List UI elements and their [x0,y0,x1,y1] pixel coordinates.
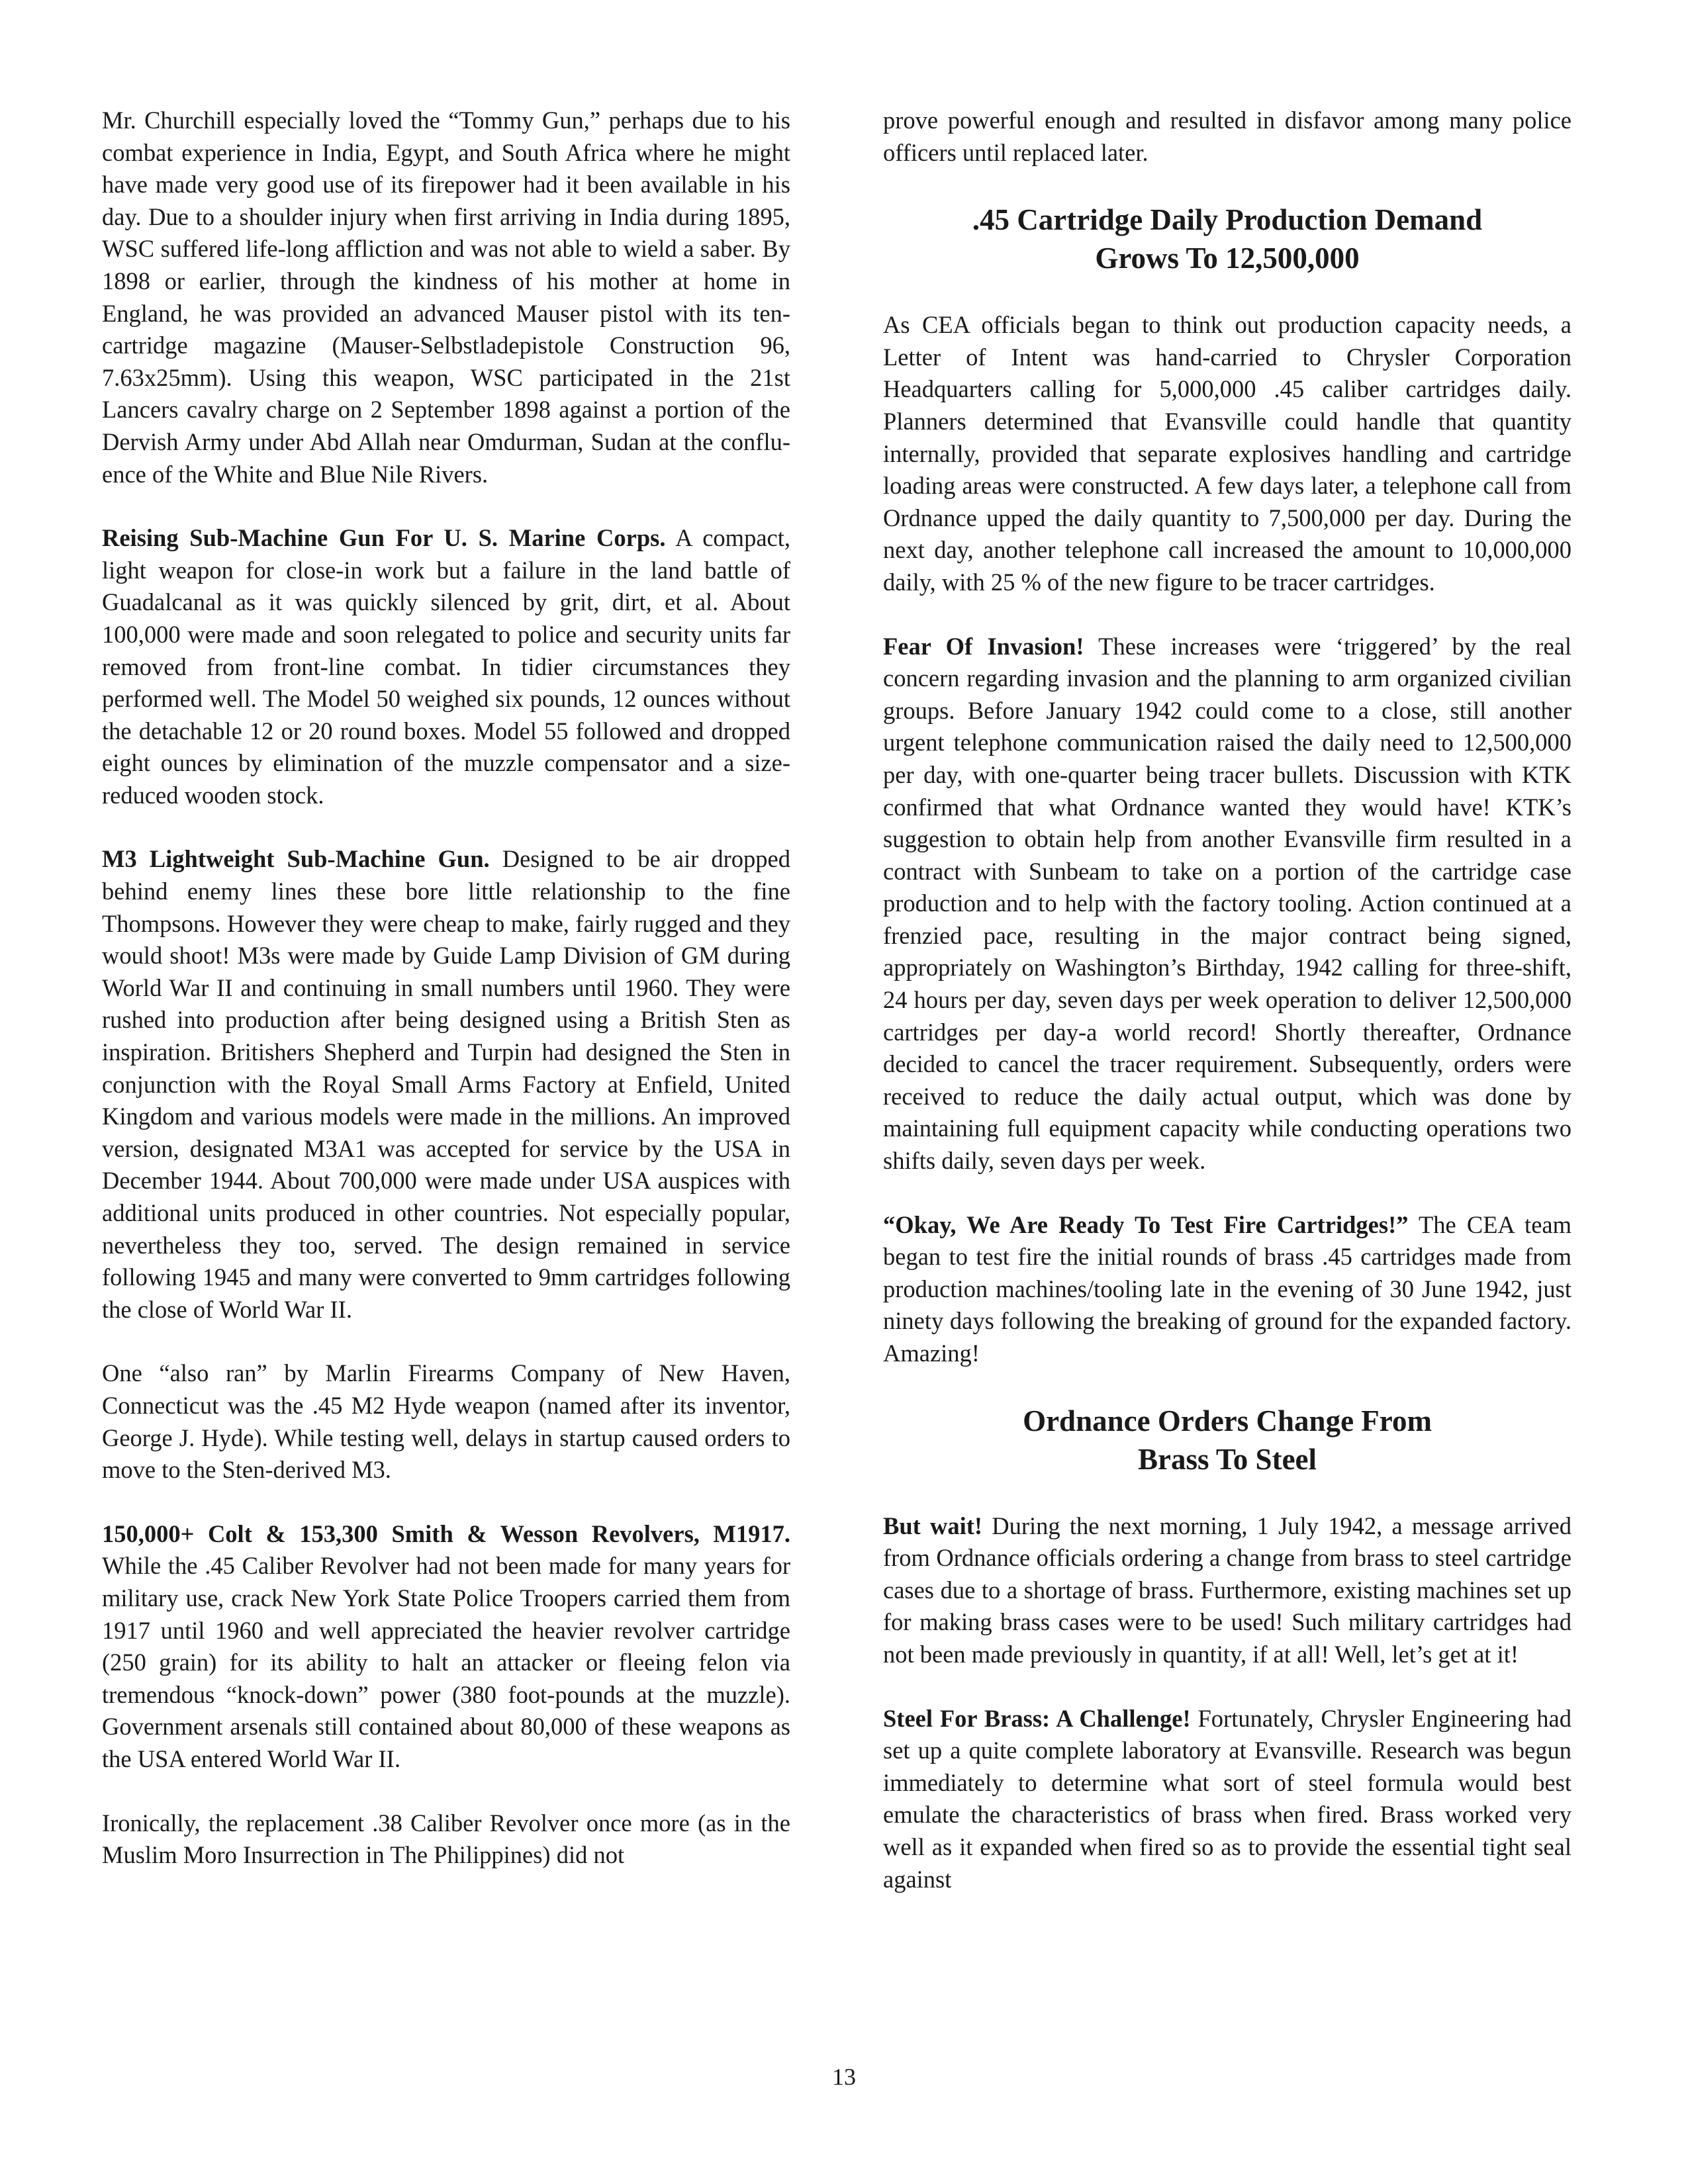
heading-line: Grows To 12,500,000 [1095,242,1360,275]
heading-line: Brass To Steel [1137,1442,1317,1476]
paragraph-text: Ironically, the replacement .38 Caliber Revolver once more (as in the Muslim Moro Insurrection in The Philippines) did not [102,1809,790,1869]
paragraph-text: prove powerful enough and resulted in disfavor among many police officers until replaced later. [883,107,1571,166]
left-column [102,105,790,1872]
paragraph-text: A compact, light weapon for close-in work but a failure in the land battle of Guadalcanal as it was quickly silenced by grit, dirt, et al. About 100,000 were made and soon relegated to police and security units far removed from front-line combat. In tidier circumstances they performed well. The Model 50 weighed six pounds, 12 ounces without the detachable 12 or 20 round boxes. Model 55 followed and dropped eight ounces by elimination of the muzzle compensator and a size-reduced wooden stock. [102,524,790,809]
paragraph-text: Mr. Churchill especially loved the “Tommy Gun,” perhaps due to his combat experience in India, Egypt, and South Africa where he might have made very good use of its firepower had it been available in his day. Due to a shoulder injury when first arriving in India during 1895, WSC suffered life-long affliction and was not able to wield a saber. By 1898 or earlier, through the kindness of his mother at home in England, he was provided an advanced Mauser pistol with its ten-cartridge magazine (Mauser-Selbstladepistole Construction 96, 7.63x25mm). Using this weapon, WSC participated in the 21st Lancers cavalry charge on 2 September 1898 against a portion of the Dervish Army under Abd Allah near Omdurman, Sudan at the confluence of the White and Blue Nile Rivers. [102,107,790,488]
paragraph-ironically [102,1807,790,1872]
paragraph-lead: But wait! [883,1512,983,1539]
right-column [883,105,1571,1895]
paragraph-lead: “Okay, We Are Ready To Test Fire Cartridges!” [883,1210,1409,1238]
paragraph-continuation [883,105,1571,169]
paragraph-text: During the next morning, 1 July 1942, a message arrived from Ordnance officials ordering a change from brass to steel cartridge cases due to a shortage of brass. Furthermore, existing machines set up for making brass cases were to be used! Such military cartridges had not been made previously in quantity, if at all! Well, let’s get at it! [883,1512,1571,1668]
paragraph-m3 [102,843,790,1326]
paragraph-but-wait [883,1510,1571,1671]
heading-line: .45 Cartridge Daily Production Demand [972,203,1483,237]
paragraph-text: These increases were ‘triggered’ by the real concern regarding invasion and the planning to arm organized civilian groups. Before January 1942 could come to a close, still another urgent telephone communication raised the daily need to 12,500,000 per day, with one-quarter being tracer bullets. Discussion with KTK confirmed that what Ordnance wanted they would have! KTK’s suggestion to obtain help from another Evansville firm resulted in a contract with Sunbeam to take on a portion of the cartridge case production and to help with the factory tooling. Action continued at a frenzied pace, resulting in the major contract being signed, appropriately on Washington’s Birthday, 1942 calling for three-shift, 24 hours per day, seven days per week operation to deliver 12,500,000 cartridges per day-a world record! Shortly thereafter, Ordnance decided to cancel the tracer requirement. Subsequently, orders were received to reduce the daily actual output, which was done by maintaining full equipment capacity while conducting operations two shifts daily, seven days per week. [883,632,1571,1175]
paragraph-lead: Fear Of Invasion! [883,632,1084,660]
section-heading-production [883,201,1571,277]
paragraph-lead: 150,000+ Colt & 153,300 Smith & Wesson Revolvers, M1917. [102,1520,790,1547]
paragraph-lead: Steel For Brass: A Challenge! [883,1704,1191,1732]
paragraph-churchill [102,105,790,490]
paragraph-cea-officials [883,309,1571,598]
paragraph-test-fire [883,1209,1571,1370]
section-heading-brass-to-steel [883,1402,1571,1479]
paragraph-steel-for-brass [883,1703,1571,1896]
heading-line: Ordnance Orders Change From [1023,1404,1432,1437]
paragraph-text: The CEA team began to test fire the initial rounds of brass .45 cartridges made from production machines/tooling late in the evening of 30 June 1942, just ninety days following the breaking of ground for the expanded factory. Amazing! [883,1210,1571,1367]
paragraph-text: As CEA officials began to think out production capacity needs, a Letter of Intent was hand-carried to Chrysler Corporation Headquarters calling for 5,000,000 .45 caliber cartridges daily. Planners determined that Evansville could handle that quantity internally, provided that separate explosives handling and cartridge loading areas were constructed. A few days later, a telephone call from Ordnance upped the daily quantity to 7,500,000 per day. During the next day, another telephone call increased the amount to 10,000,000 daily, with 25 % of the new figure to be tracer cartridges. [883,311,1571,596]
page-number: 13 [832,2064,856,2090]
paragraph-text: While the .45 Caliber Revolver had not been made for many years for military use, crack New York State Police Troopers carried them from 1917 until 1960 and well appreciated the heavier revolver cartridge (250 grain) for its ability to halt an attacker or fleeing felon via tremendous “knock-down” power (380 foot-pounds at the muzzle). Government arsenals still contained about 80,000 of these weapons as the USA entered World War II. [102,1552,790,1772]
paragraph-revolvers [102,1518,790,1776]
paragraph-text: One “also ran” by Marlin Firearms Company of New Haven, Connecticut was the .45 M2 Hyde weapon (named after its inventor, George J. Hyde). While testing well, delays in startup caused orders to move to the Sten-derived M3. [102,1359,790,1484]
paragraph-text: Designed to be air dropped behind enemy lines these bore little relationship to the fine Thompsons. However they were cheap to make, fairly rugged and they would shoot! M3s were made by Guide Lamp Division of GM during World War II and continuing in small numbers until 1960. They were rushed into production after being designed using a British Sten as inspiration. Britishers Shepherd and Turpin had designed the Sten in conjunction with the Royal Small Arms Factory at Enfield, United Kingdom and various models were made in the millions. An improved version, designated M3A1 was accepted for service by the USA in December 1944. About 700,000 were made under USA auspices with additional units produced in other countries. Not especially popular, nevertheless they too, served. The design remained in service following 1945 and many were converted to 9mm cartridges following the close of World War II. [102,845,790,1323]
paragraph-lead: Reising Sub-Machine Gun For U. S. Marine Corps. [102,524,666,552]
paragraph-text: Fortunately, Chrysler Engineering had set up a quite complete laboratory at Evansville. Research was begun immediately to determine what sort of steel formula would best emulate the characteristics of brass when fired. Brass worked very well as it expanded when fired so as to provide the essential tight seal against [883,1704,1571,1893]
paragraph-fear-of-invasion [883,631,1571,1177]
paragraph-marlin [102,1357,790,1486]
paragraph-lead: M3 Lightweight Sub-Machine Gun. [102,845,490,873]
paragraph-reising [102,522,790,811]
